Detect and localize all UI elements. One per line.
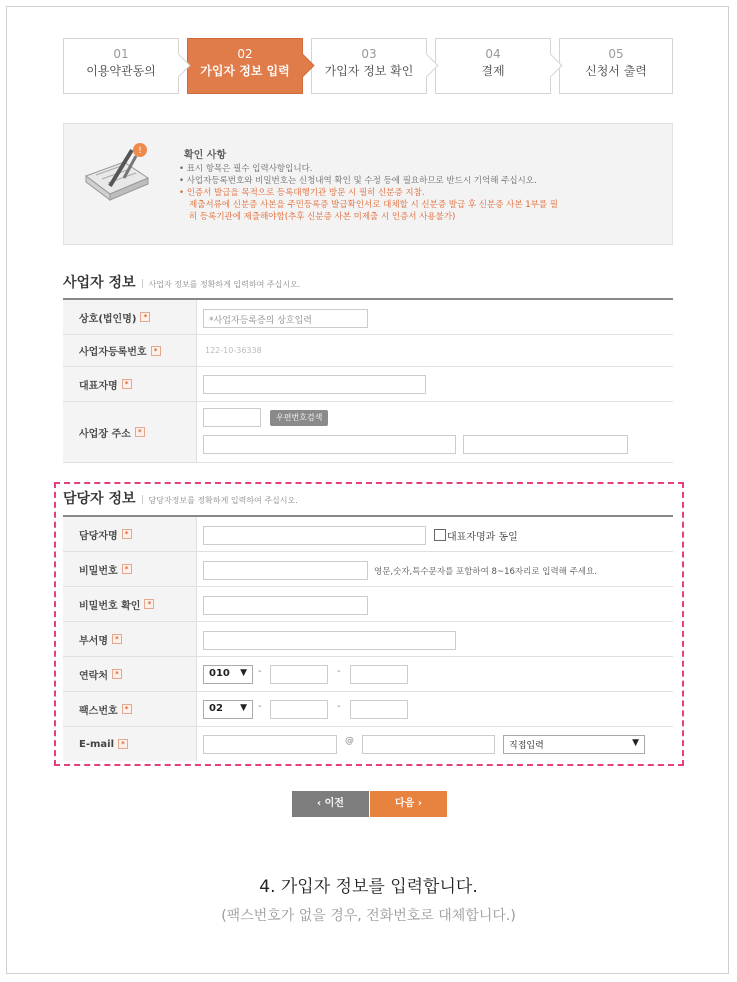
section-heading: 사업자 정보: [63, 275, 136, 291]
step-number: 03: [361, 47, 377, 61]
step-number: 01: [113, 47, 129, 61]
fax-mid-input[interactable]: [270, 700, 328, 719]
fax-prefix-select[interactable]: 02 ▼: [203, 700, 253, 719]
step-label: 신청서 출력: [585, 64, 647, 78]
password-input[interactable]: [203, 561, 368, 580]
department-input[interactable]: [203, 631, 456, 650]
table-row: [63, 727, 673, 761]
step-label: 결제: [481, 64, 505, 78]
step-3: [311, 38, 427, 94]
separator: -: [337, 701, 341, 712]
required-icon: *: [122, 379, 132, 389]
zipcode-search-button[interactable]: 우편번호검색: [270, 410, 328, 426]
required-icon: *: [140, 312, 150, 322]
required-icon: *: [112, 634, 122, 644]
zipcode-input[interactable]: [203, 408, 261, 427]
table-row: [63, 622, 673, 657]
step-label: 가입자 정보 입력: [200, 64, 290, 78]
company-name-input[interactable]: *사업자등록증의 상호입력: [203, 309, 368, 328]
row-label: 담당자명 *: [63, 517, 197, 551]
phone-prefix-select[interactable]: 010 ▼: [203, 665, 253, 684]
row-label: 사업자등록번호 *: [63, 335, 197, 366]
step-label: 가입자 정보 확인: [324, 64, 414, 78]
required-icon: *: [112, 669, 122, 679]
phone-last-input[interactable]: [350, 665, 408, 684]
table-row: [63, 517, 673, 552]
section-heading: 담당자 정보: [63, 491, 136, 507]
table-row: [63, 367, 673, 402]
step-5: [559, 38, 673, 94]
at-sign: @: [345, 736, 354, 746]
required-icon: *: [151, 346, 161, 356]
row-label: E-mail *: [63, 727, 197, 761]
same-as-ceo-checkbox[interactable]: [434, 529, 446, 541]
row-label: 사업장 주소 *: [63, 402, 197, 462]
phone-mid-input[interactable]: [270, 665, 328, 684]
required-icon: *: [135, 427, 145, 437]
step-number: 04: [485, 47, 501, 61]
step-number: 05: [608, 47, 624, 61]
next-button[interactable]: 다음 ›: [370, 791, 447, 817]
document-pen-icon: [82, 142, 154, 212]
notice-line-2: • 사업자등록번호와 비밀번호는 신청내역 확인 및 수정 등에 필요하므로 반드시 기억해 주십시오.: [179, 176, 537, 186]
chevron-down-icon: ▼: [632, 738, 639, 748]
chevron-down-icon: ▼: [240, 668, 247, 678]
required-icon: *: [122, 704, 132, 714]
manager-name-input[interactable]: [203, 526, 426, 545]
step-number: 02: [237, 47, 253, 61]
separator: -: [258, 701, 262, 712]
step-label: 이용약관동의: [86, 64, 156, 78]
email-id-input[interactable]: [203, 735, 337, 754]
ceo-name-input[interactable]: [203, 375, 426, 394]
table-row: [63, 300, 673, 335]
notice-line-1: • 표시 항목은 필수 입력사항입니다.: [179, 164, 313, 174]
row-label: 부서명 *: [63, 622, 197, 656]
notice-box: [63, 123, 673, 245]
table-row: [63, 402, 673, 463]
step-4: [435, 38, 551, 94]
step-2-active: [187, 38, 303, 94]
caption-title: 4. 가입자 정보를 입력합니다.: [259, 877, 478, 897]
notice-title: 확인 사항: [184, 150, 227, 161]
contact-table: [63, 515, 673, 761]
row-label: 비밀번호 *: [63, 552, 197, 586]
table-row: [63, 657, 673, 692]
section-subtitle: 담당자정보를 정확하게 입력하여 주십시오.: [148, 496, 298, 505]
table-row: [63, 335, 673, 367]
address-input-1[interactable]: [203, 435, 456, 454]
business-table: [63, 298, 673, 463]
password-confirm-input[interactable]: [203, 596, 368, 615]
separator: -: [337, 666, 341, 677]
step-indicator: [63, 38, 673, 94]
required-icon: *: [122, 564, 132, 574]
password-hint: 영문,숫자,특수문자를 포함하여 8~16자리로 입력해 주세요.: [374, 567, 597, 577]
divider: [142, 495, 143, 504]
row-label: 상호(법인명) *: [63, 300, 197, 334]
required-icon: *: [118, 739, 128, 749]
email-domain-input[interactable]: [362, 735, 495, 754]
table-row: [63, 552, 673, 587]
step-1: [63, 38, 179, 94]
caption-subtitle: (팩스번호가 없을 경우, 전화번호로 대체합니다.): [221, 908, 516, 924]
required-icon: *: [122, 529, 132, 539]
notice-line-5: 히 등록기관에 제출해야함(추후 신분증 사본 미제출 시 인증서 사용불가): [189, 212, 456, 222]
svg-text:!: !: [138, 146, 142, 156]
row-label: 연락처 *: [63, 657, 197, 691]
row-label: 대표자명 *: [63, 367, 197, 401]
section-subtitle: 사업자 정보를 정확하게 입력하여 주십시오.: [148, 280, 301, 289]
separator: -: [258, 666, 262, 677]
business-section-title: [63, 272, 300, 292]
business-number-value: 122-10-36338: [205, 346, 262, 355]
required-icon: *: [144, 599, 154, 609]
prev-button[interactable]: ‹ 이전: [292, 791, 369, 817]
contact-section-title: [63, 488, 298, 508]
fax-last-input[interactable]: [350, 700, 408, 719]
same-as-ceo-label: 대표자명과 동일: [447, 532, 518, 543]
table-row: [63, 692, 673, 727]
chevron-down-icon: ▼: [240, 703, 247, 713]
row-label: 비밀번호 확인 *: [63, 587, 197, 621]
table-row: [63, 587, 673, 622]
notice-line-4: 제출서류에 신분증 사본을 주민등록증 발급확인서로 대체할 시 신분증 발급 후 신분증 사본 1부를 필: [189, 200, 558, 210]
notice-line-3: • 인증서 발급을 목적으로 등록대행기관 방문 시 필히 신분증 지참.: [179, 188, 425, 198]
email-domain-select[interactable]: 직접입력 ▼: [503, 735, 645, 754]
row-label: 팩스번호 *: [63, 692, 197, 726]
divider: [142, 279, 143, 288]
address-input-2[interactable]: [463, 435, 628, 454]
